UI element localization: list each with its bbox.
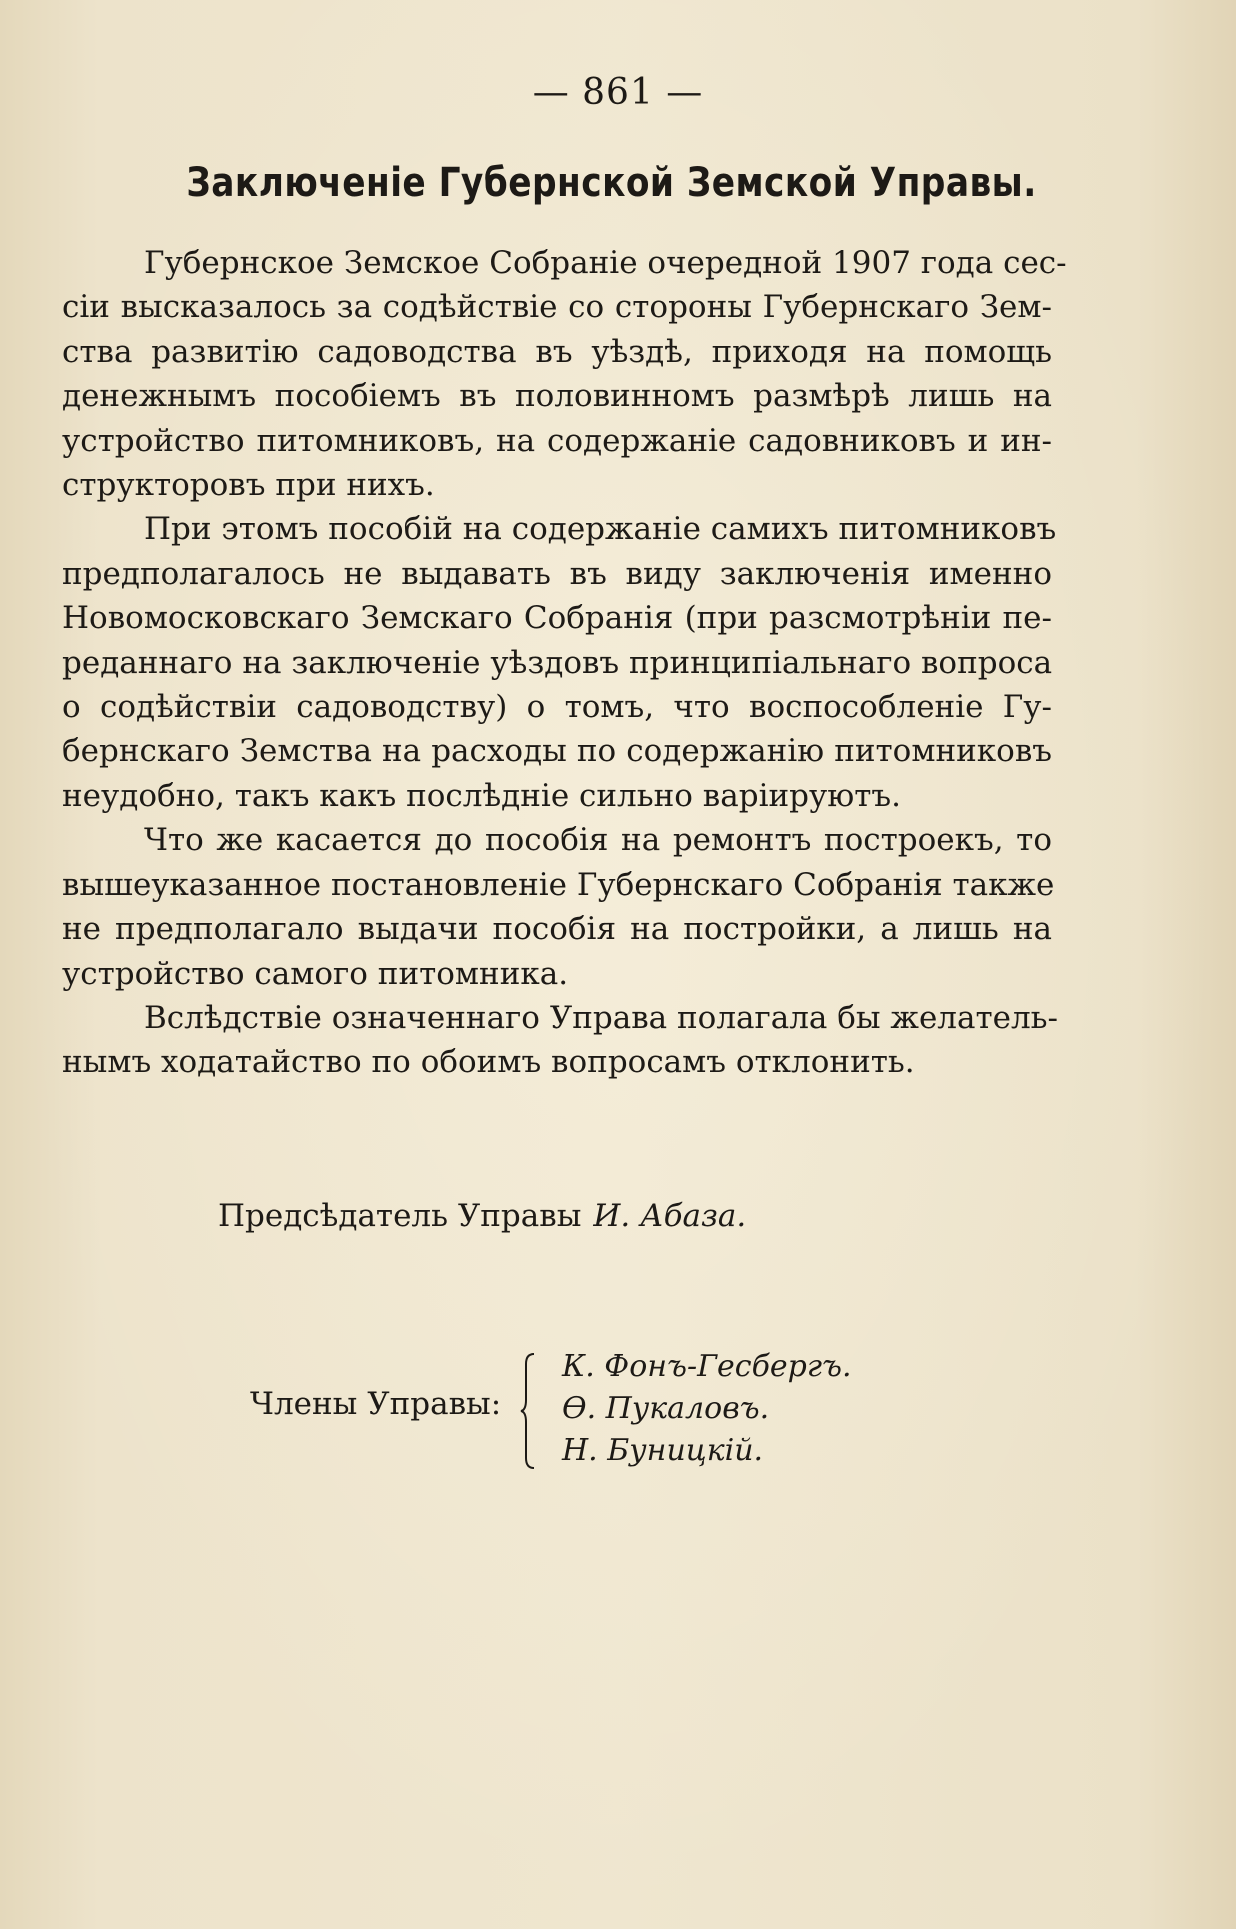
paragraph-4	[62, 996, 1059, 1085]
text-line: неудобно, такъ какъ послѣдніе сильно варіируютъ.	[62, 777, 901, 814]
document-title: Заключеніе Губернской Земской Управы.	[186, 160, 1037, 206]
text-line: Губернское Земское Собраніе очередной 1907 года сес-	[144, 245, 1067, 281]
member-name: Н. Буницкій.	[562, 1433, 764, 1468]
text-line: структоровъ при нихъ.	[62, 467, 435, 504]
text-line: устройство самого питомника.	[62, 955, 569, 992]
body-text	[62, 241, 1067, 1085]
text-line: ства развитію садоводства въ уѣздѣ, приходя на помощь	[62, 333, 1052, 370]
text-line: предполагалось не выдавать въ виду заключенія именно	[62, 555, 1052, 592]
board-members	[250, 1346, 950, 1486]
paragraph-1	[62, 241, 1067, 507]
text-line: При этомъ пособій на содержаніе самихъ питомниковъ	[144, 511, 1057, 548]
text-line: устройство питомниковъ, на содержаніе садовниковъ и ин-	[62, 422, 1052, 459]
text-line: Что же касается до пособія на ремонтъ построекъ, то	[144, 822, 1052, 859]
members-label: Члены Управы:	[250, 1386, 502, 1422]
member-names	[562, 1346, 852, 1472]
text-line: о содѣйствіи садоводству) о томъ, что воспособленіе Гу-	[62, 689, 1052, 726]
text-line: Вслѣдствіе означеннаго Управа полагала бы желатель-	[144, 999, 1059, 1036]
text-line: вышеуказанное постановленіе Губернскаго Собранія также	[62, 866, 1055, 903]
chairman-signature	[218, 1198, 746, 1234]
page-number: — 861 —	[532, 72, 704, 113]
curly-brace-icon	[520, 1352, 538, 1470]
member-name: К. Фонъ-Гесбергъ.	[562, 1349, 852, 1384]
text-line: бернскаго Земства на расходы по содержанію питомниковъ	[62, 733, 1052, 770]
text-line: нымъ ходатайство по обоимъ вопросамъ отклонить.	[62, 1044, 915, 1081]
text-line: не предполагало выдачи пособія на постройки, а лишь на	[62, 911, 1052, 948]
paragraph-2	[62, 507, 1057, 818]
paragraph-3	[62, 818, 1055, 996]
text-line: Новомосковскаго Земскаго Собранія (при разсмотрѣніи пе-	[62, 600, 1052, 637]
text-line: сіи высказалось за содѣйствіе со стороны Губернскаго Зем-	[62, 289, 1052, 326]
text-line: денежнымъ пособіемъ въ половинномъ размѣрѣ лишь на	[62, 378, 1052, 415]
chairman-name: И. Абаза.	[593, 1198, 747, 1234]
chairman-label: Предсѣдатель Управы	[218, 1198, 582, 1234]
text-line: реданнаго на заключеніе уѣздовъ принципіальнаго вопроса	[62, 644, 1053, 681]
member-name: Ө. Пукаловъ.	[562, 1391, 770, 1426]
